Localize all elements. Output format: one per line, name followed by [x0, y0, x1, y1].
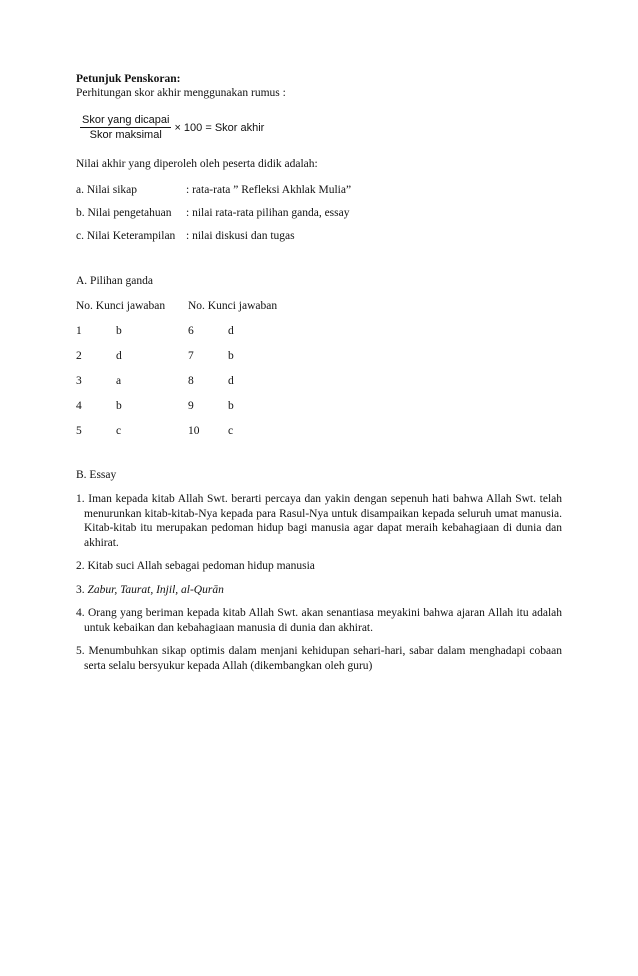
score-row-pengetahuan	[76, 207, 562, 219]
essay-answer-3-number: 3.	[76, 583, 88, 596]
question-number: 3	[76, 375, 82, 387]
score-row-sikap	[76, 184, 562, 196]
formula-fraction	[80, 114, 171, 141]
answer-key: d	[116, 350, 122, 362]
score-label: a. Nilai sikap	[76, 184, 137, 196]
final-score-intro: Nilai akhir yang diperoleh oleh peserta didik adalah:	[76, 158, 318, 170]
question-number: 2	[76, 350, 82, 362]
answer-key: c	[116, 425, 122, 437]
answer-key: b	[116, 400, 122, 412]
question-number: 9	[188, 400, 194, 412]
answer-key-row	[76, 324, 562, 338]
question-number: 1	[76, 325, 82, 337]
question-number: 5	[76, 425, 82, 437]
essay-answer-4: 4. Orang yang beriman kepada kitab Allah Swt. akan senantiasa meyakini bahwa ajaran Allah itu adalah untuk kebaikan dan kebahagiaan manusia di dunia dan akhirat.	[76, 607, 562, 634]
formula-numerator: Skor yang dicapai	[82, 114, 170, 126]
score-label: b. Nilai pengetahuan	[76, 207, 172, 219]
scoring-heading: Petunjuk Penskoran:	[76, 73, 181, 85]
essay-title: B. Essay	[76, 469, 117, 481]
formula-result: × 100 = Skor akhir	[174, 121, 265, 134]
score-formula	[80, 114, 562, 141]
formula-intro: Perhitungan skor akhir menggunakan rumus :	[76, 87, 286, 99]
essay-answer-3-text: Zabur, Taurat, Injil, al-Qurān	[87, 583, 224, 596]
answer-key-row	[76, 349, 562, 363]
answer-key-row	[76, 399, 562, 413]
answer-key: d	[228, 375, 234, 387]
answer-key: b	[116, 325, 122, 337]
multiple-choice-title: A. Pilihan ganda	[76, 275, 153, 287]
question-number: 10	[188, 425, 200, 437]
answer-key: d	[228, 325, 234, 337]
essay-answer-2: 2. Kitab suci Allah sebagai pedoman hidup manusia	[76, 560, 315, 572]
question-number: 4	[76, 400, 82, 412]
answer-key: c	[228, 425, 234, 437]
essay-answer-1: 1. Iman kepada kitab Allah Swt. berarti percaya dan yakin dengan sepenuh hati bahwa Allah Swt. telah menurunkan kitab-kitab-Nya kepada para Rasul-Nya untuk disampaikan kepada seluruh umat manusia. Kitab-kitab itu merupakan pedoman hidup bagi manusia agar dapat meraih kebahagiaan di dunia dan akhirat.	[76, 493, 562, 549]
document-page	[76, 72, 562, 682]
score-label: c. Nilai Keterampilan	[76, 230, 176, 242]
answer-key-row	[76, 374, 562, 388]
score-row-keterampilan	[76, 230, 562, 242]
answer-key-header	[76, 299, 562, 313]
score-value: : nilai diskusi dan tugas	[186, 230, 295, 242]
answer-key-header-right: No. Kunci jawaban	[188, 300, 278, 312]
answer-key: b	[228, 350, 234, 362]
score-value: : nilai rata-rata pilihan ganda, essay	[186, 207, 350, 219]
answer-key: b	[228, 400, 234, 412]
question-number: 8	[188, 375, 194, 387]
question-number: 7	[188, 350, 194, 362]
answer-key-header-left: No. Kunci jawaban	[76, 300, 166, 312]
essay-answer-5: 5. Menumbuhkan sikap optimis dalam menjani kehidupan sehari-hari, sabar dalam menghadapi cobaan serta selalu bersyukur kepada Allah (dikembangkan oleh guru)	[76, 645, 562, 672]
essay-answer-3	[76, 583, 562, 598]
question-number: 6	[188, 325, 194, 337]
answer-key-row	[76, 424, 562, 438]
score-value: : rata-rata ” Refleksi Akhlak Mulia”	[186, 184, 352, 196]
answer-key: a	[116, 375, 122, 387]
formula-denominator: Skor maksimal	[89, 129, 162, 141]
